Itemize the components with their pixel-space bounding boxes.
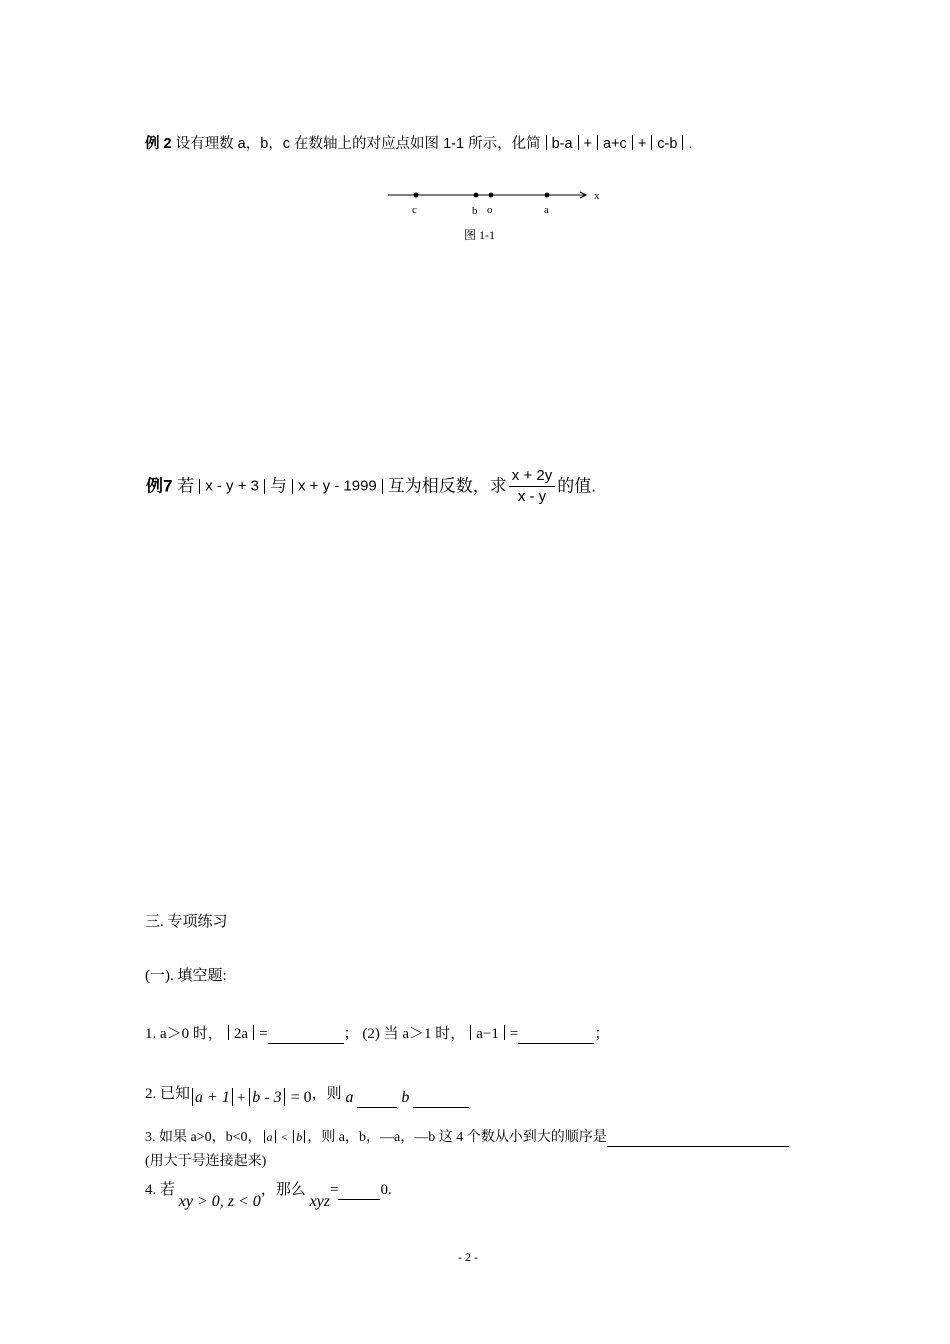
- abs-bar: [284, 1088, 285, 1106]
- q2-abs-1: a + 1: [195, 1089, 230, 1106]
- question-3-line-2: (用大于号连接起来): [145, 1154, 267, 1169]
- point-a-dot: [545, 193, 550, 198]
- example-7-expr-1: x - y + 3: [205, 477, 259, 495]
- abs-bar: [682, 135, 683, 150]
- q4-tail: 0.: [380, 1182, 392, 1198]
- q2-var-a: a: [345, 1089, 354, 1106]
- q3-lt: <: [281, 1130, 288, 1144]
- q2-abs-2: b - 3: [252, 1089, 282, 1106]
- example-7-label: 例7: [146, 476, 173, 496]
- q1-part-a: 1. a＞0 时，: [145, 1026, 223, 1042]
- q1-blank-2[interactable]: [518, 1026, 594, 1044]
- question-1: [145, 1022, 609, 1044]
- page-number: - 2 -: [458, 1250, 478, 1264]
- q1-sep: ；: [343, 1026, 359, 1042]
- q3-abs-a: a: [266, 1130, 273, 1144]
- abs-bar: [253, 1025, 254, 1040]
- q2-var-b: b: [401, 1089, 410, 1106]
- q1-blank-1[interactable]: [268, 1026, 344, 1044]
- point-c-label: c: [412, 204, 417, 216]
- q4-expr: xyz: [309, 1193, 330, 1210]
- q3-line-1a: 3. 如果 a>0，b<0，: [145, 1130, 262, 1145]
- q1-part-b: (2) 当 a＞1 时，: [362, 1026, 466, 1042]
- abs-bar: [292, 479, 293, 494]
- example-2-line: [145, 132, 692, 153]
- number-line-figure: [380, 184, 610, 246]
- example-7-end-text: 的值.: [557, 476, 596, 496]
- point-a-label: a: [544, 204, 549, 216]
- axis-label-x: x: [594, 190, 600, 202]
- q4-then: ，那么: [260, 1182, 306, 1198]
- figure-caption: 图 1-1: [464, 228, 495, 242]
- fraction-numerator: x + 2y: [509, 466, 555, 487]
- q1-abs-a: 2a: [233, 1026, 249, 1042]
- abs-bar: [470, 1025, 471, 1040]
- q3-abs-b: b: [296, 1130, 303, 1144]
- q1-abs-b: a−1: [476, 1026, 499, 1042]
- abs-bar: [651, 135, 652, 150]
- q3-answer-blank[interactable]: [607, 1130, 789, 1147]
- abs-bar: [228, 1025, 229, 1040]
- example-7-expr-2: x + y - 1999: [297, 477, 377, 495]
- section-subheading: (一). 填空题:: [145, 968, 227, 984]
- abs-bar: [504, 1025, 505, 1040]
- point-o-label: o: [487, 204, 493, 216]
- point-o-dot: [489, 193, 494, 198]
- example-2-text: 设有理数 a，b，c 在数轴上的对应点如图 1-1 所示，化简: [175, 136, 541, 152]
- abs-bar: [382, 479, 383, 494]
- example-7-line: [146, 466, 596, 507]
- question-2: [145, 1082, 469, 1108]
- question-4: [145, 1178, 392, 1210]
- abs-bar: [264, 479, 265, 494]
- q4-prefix: 4. 若: [145, 1182, 176, 1198]
- q2-then: ，则: [311, 1086, 342, 1102]
- q3-line-1b: ，则 a，b，—a，—b 这 4 个数从小到大的顺序是: [307, 1130, 607, 1145]
- abs-bar: [264, 1130, 265, 1143]
- abs-bar: [578, 135, 579, 150]
- abs-bar: [597, 135, 598, 150]
- abs-bar: [192, 1088, 193, 1106]
- plus-sign: +: [637, 136, 647, 152]
- q4-blank[interactable]: [338, 1182, 380, 1200]
- abs-bar: [275, 1130, 276, 1143]
- question-3-line-1: [145, 1126, 789, 1147]
- abs-bar: [304, 1130, 305, 1143]
- example-2-term-1: b-a: [551, 136, 573, 152]
- q4-condition: xy > 0, z < 0: [178, 1193, 261, 1210]
- q2-blank-2[interactable]: [413, 1090, 469, 1108]
- example-2-term-3: c-b: [657, 136, 678, 152]
- example-7-yu: 与: [269, 476, 287, 496]
- q2-blank-1[interactable]: [357, 1090, 397, 1108]
- abs-bar: [632, 135, 633, 150]
- point-b-label: b: [472, 205, 478, 217]
- fraction-denominator: x - y: [517, 488, 547, 505]
- q4-eq: =: [330, 1182, 339, 1198]
- section-heading: 三. 专项练习: [145, 914, 228, 930]
- period: .: [688, 136, 693, 152]
- plus-sign: +: [583, 136, 593, 152]
- abs-bar: [232, 1088, 233, 1106]
- example-2-term-2: a+c: [603, 136, 627, 152]
- q2-eq: = 0: [290, 1089, 312, 1106]
- abs-bar: [249, 1088, 250, 1106]
- example-7-ruo: 若: [177, 476, 195, 496]
- q1-eq: =: [259, 1026, 268, 1042]
- abs-bar: [546, 135, 547, 150]
- example-2-label: 例 2: [145, 136, 172, 152]
- q1-eq: =: [509, 1026, 519, 1042]
- example-7-mid-text: 互为相反数，求: [387, 476, 507, 496]
- q1-end: ；: [594, 1026, 610, 1042]
- point-b-dot: [474, 193, 479, 198]
- abs-bar: [199, 479, 200, 494]
- point-c-dot: [414, 193, 419, 198]
- abs-bar: [293, 1130, 294, 1143]
- example-7-fraction: [509, 466, 555, 507]
- q2-prefix: 2. 已知: [145, 1086, 191, 1102]
- q2-plus: +: [236, 1090, 246, 1106]
